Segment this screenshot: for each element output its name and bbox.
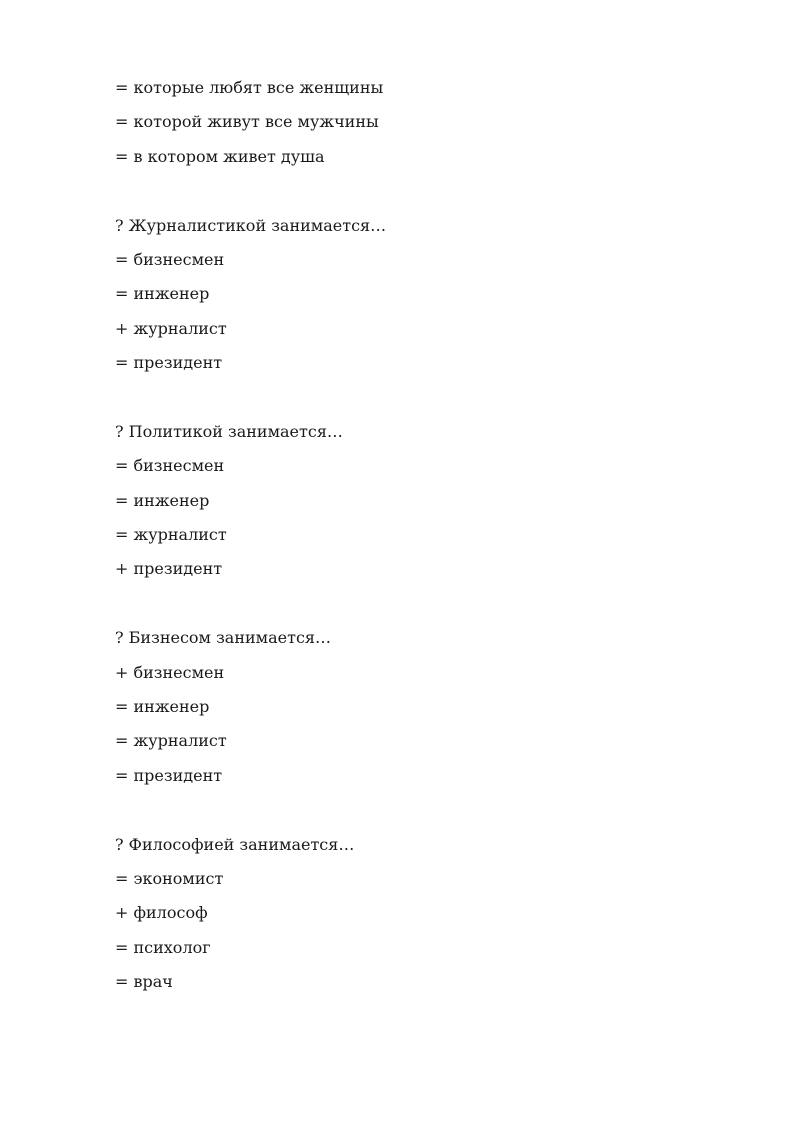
intro-options: [115, 77, 715, 180]
answer-option: = инженер: [115, 284, 210, 304]
answer-option: + философ: [115, 903, 208, 923]
answer-option: = президент: [115, 765, 223, 785]
answer-option: = журналист: [115, 525, 227, 545]
answer-option: = бизнесмен: [115, 249, 225, 269]
answer-option: + бизнесмен: [115, 662, 225, 682]
question-block-2: [115, 421, 715, 593]
question-text: ? Бизнесом занимается…: [115, 628, 332, 648]
spacer: [115, 593, 715, 627]
answer-option: = которые любят все женщины: [115, 78, 384, 97]
answer-option: = инженер: [115, 490, 210, 510]
answer-option: = которой живут все мужчины: [115, 112, 379, 132]
question-text: ? Журналистикой занимается…: [115, 215, 387, 235]
spacer: [115, 180, 715, 214]
answer-option: = инженер: [115, 697, 210, 717]
spacer: [115, 799, 715, 833]
answer-option: = президент: [115, 353, 223, 373]
question-block-1: [115, 215, 715, 387]
answer-option: = психолог: [115, 937, 211, 957]
answer-option: + журналист: [115, 318, 227, 338]
answer-option: = врач: [115, 972, 173, 992]
question-block-4: [115, 834, 715, 1006]
answer-option: + президент: [115, 559, 223, 579]
answer-option: = бизнесмен: [115, 456, 225, 476]
answer-option: = в котором живет душа: [115, 146, 325, 166]
quiz-content: [115, 77, 715, 1006]
spacer: [115, 387, 715, 421]
question-block-3: [115, 627, 715, 799]
answer-option: = экономист: [115, 868, 224, 888]
question-text: ? Политикой занимается…: [115, 421, 343, 441]
answer-option: = журналист: [115, 731, 227, 751]
question-text: ? Философией занимается…: [115, 834, 355, 854]
